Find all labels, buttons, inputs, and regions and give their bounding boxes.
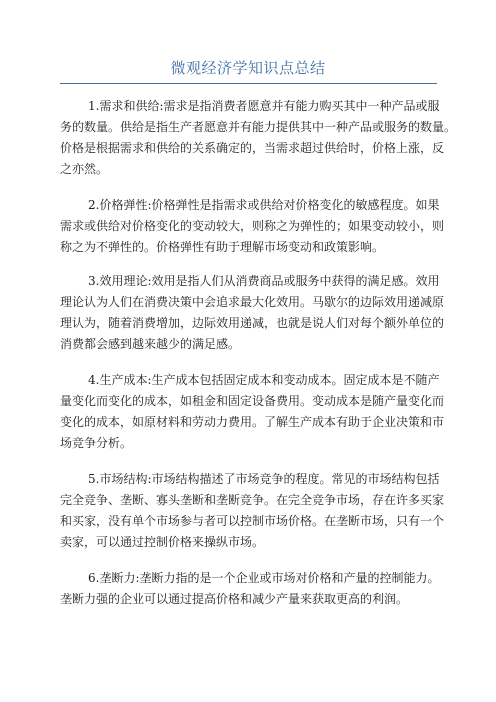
section-3-line-4: 消费都会感到越来越少的满足感。	[60, 337, 241, 351]
section-3-line-2: 理论认为人们在消费决策中会追求最大化效用。马歇尔的边际效用递减原	[60, 295, 445, 309]
section-5-line-4: 卖家，可以通过控制价格来操纵市场。	[60, 535, 265, 549]
section-2-line-3: 称之为不弹性的。价格弹性有助于理解市场变动和政策影响。	[60, 240, 385, 254]
section-4-line-2: 量变化而变化的成本，如租金和固定设备费用。变动成本是随产量变化而	[60, 394, 445, 408]
section-6-line-2: 垄断力强的企业可以通过提高价格和减少产量来获取更高的利润。	[60, 592, 409, 606]
section-1-line-3: 价格是根据需求和供给的关系确定的，当需求超过供给时，价格上涨，反	[60, 141, 445, 155]
section-5-line-2: 完全竞争、垄断、寡头垄断和垄断竞争。在完全竞争市场，存在许多买家	[60, 493, 445, 507]
section-4-line-1: 4.生产成本:生产成本包括固定成本和变动成本。固定成本是不随产	[88, 373, 440, 387]
section-1-paragraph	[60, 96, 456, 180]
section-1-line-1: 1.需求和供给:需求是指消费者愿意并有能力购买其中一种产品或服	[88, 99, 440, 113]
section-3-line-3: 理认为，随着消费增加，边际效用递减，也就是说人们对每个额外单位的	[60, 316, 445, 330]
section-2-paragraph	[60, 195, 444, 258]
section-3-paragraph	[60, 271, 444, 355]
section-2-line-2: 需求或供给对价格变化的变动较大，则称之为弹性的；如果变动较小，则	[60, 219, 445, 233]
section-6-paragraph	[60, 568, 440, 610]
section-5-paragraph	[60, 469, 444, 553]
section-5-line-3: 和买家，没有单个市场参与者可以控制市场价格。在垄断市场，只有一个	[60, 514, 445, 528]
section-3-line-1: 3.效用理论:效用是指人们从消费商品或服务中获得的满足感。效用	[88, 274, 440, 288]
section-1-line-2: 务的数量。供给是指生产者愿意并有能力提供其中一种产品或服务的数量。	[60, 120, 457, 134]
title-divider	[60, 83, 437, 84]
section-4-paragraph	[60, 370, 444, 454]
document-title: 微观经济学知识点总结	[170, 59, 326, 77]
section-5-line-1: 5.市场结构:市场结构描述了市场竞争的程度。常见的市场结构包括	[88, 472, 440, 486]
section-4-line-3: 变化的成本，如原材料和劳动力费用。了解生产成本有助于企业决策和市	[60, 415, 445, 429]
section-1-line-4: 之亦然。	[60, 162, 109, 176]
section-6-line-1: 6.垄断力:垄断力指的是一个企业或市场对价格和产量的控制能力。	[88, 571, 440, 585]
section-2-line-1: 2.价格弹性:价格弹性是指需求或供给对价格变化的敏感程度。如果	[88, 198, 440, 212]
section-4-line-4: 场竞争分析。	[60, 436, 133, 450]
